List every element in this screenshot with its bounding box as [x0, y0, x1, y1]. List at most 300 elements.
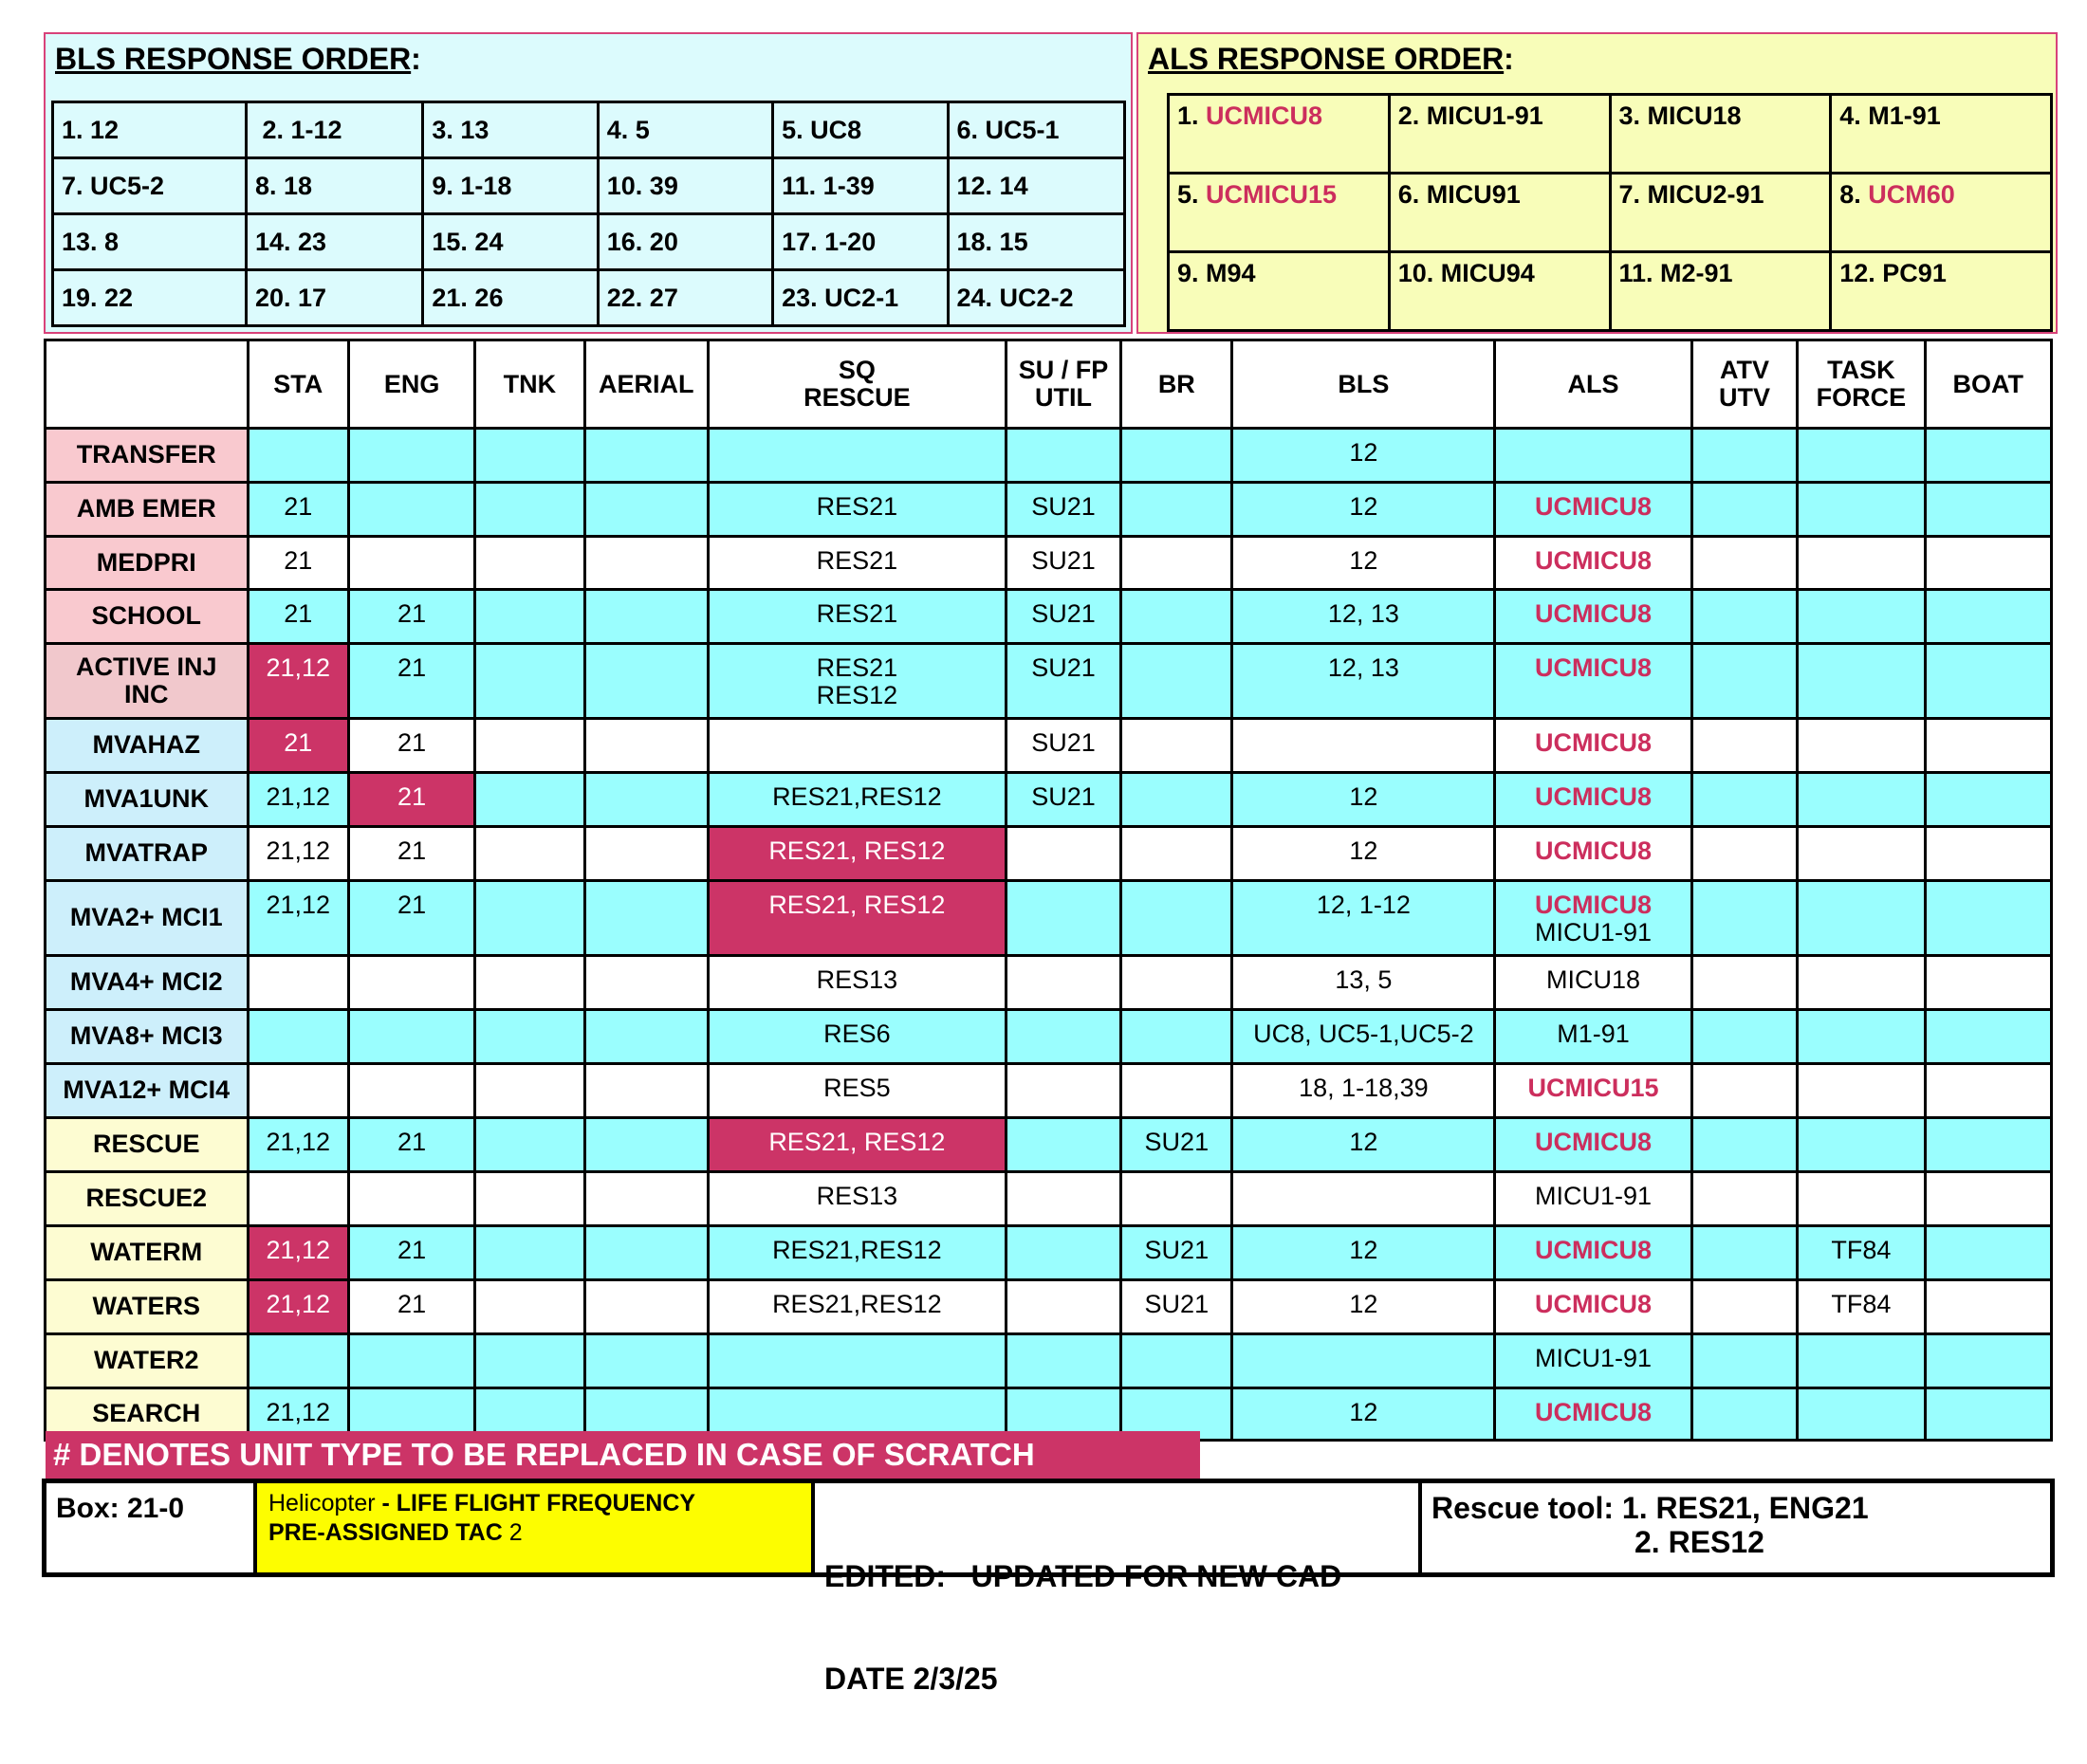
grid-cell-boat	[1925, 827, 2051, 881]
response-row	[46, 1010, 2052, 1064]
als-order-cell	[1389, 95, 1610, 174]
grid-cell-boat	[1925, 1010, 2051, 1064]
grid-cell-atv-utv	[1691, 773, 1797, 827]
als-order-cell	[1831, 95, 2052, 174]
grid-cell-atv-utv	[1691, 719, 1797, 773]
response-row	[46, 1118, 2052, 1172]
grid-cell-atv-utv	[1691, 537, 1797, 590]
grid-cell-su-fp-util	[1006, 1010, 1120, 1064]
row-label: MVATRAP	[46, 827, 249, 881]
grid-cell-su-fp-util: SU21	[1006, 537, 1120, 590]
grid-cell-br	[1121, 429, 1232, 483]
als-response-order-panel	[1136, 32, 2058, 334]
grid-cell-eng	[348, 1172, 474, 1226]
response-row	[46, 1334, 2052, 1388]
grid-cell-tnk	[475, 429, 584, 483]
grid-cell-bls: 12	[1232, 827, 1495, 881]
als-unit-primary: UCMICU8	[1535, 1236, 1653, 1264]
als-order-unit: MICU18	[1647, 101, 1742, 130]
als-order-unit: UCM60	[1868, 180, 1955, 209]
grid-cell-su-fp-util	[1006, 881, 1120, 956]
grid-cell-bls: 12	[1232, 1118, 1495, 1172]
grid-cell-task-force	[1798, 483, 1925, 537]
grid-cell-br: SU21	[1121, 1280, 1232, 1334]
response-row	[46, 881, 2052, 956]
helicopter-label: Helicopter	[268, 1490, 376, 1516]
grid-cell-su-fp-util	[1006, 1226, 1120, 1280]
als-order-cell	[1831, 252, 2052, 331]
grid-cell-bls	[1232, 1334, 1495, 1388]
bls-order-cell: 24. UC2-2	[948, 270, 1124, 326]
als-order-cell	[1169, 174, 1390, 252]
bls-order-cell: 12. 14	[948, 158, 1124, 214]
scratch-note-banner: # DENOTES UNIT TYPE TO BE REPLACED IN CASE OF SCRATCH	[46, 1431, 1200, 1479]
grid-cell-br: SU21	[1121, 1118, 1232, 1172]
grid-cell-atv-utv	[1691, 590, 1797, 644]
grid-cell-tnk	[475, 1334, 584, 1388]
edited-line-1: EDITED: UPDATED FOR NEW CAD	[824, 1559, 1342, 1593]
bls-order-row	[53, 158, 1125, 214]
grid-cell-bls: 12	[1232, 1226, 1495, 1280]
column-header: AERIAL	[584, 340, 708, 429]
grid-cell-br: SU21	[1121, 1226, 1232, 1280]
grid-cell-task-force	[1798, 429, 1925, 483]
grid-cell-su-fp-util	[1006, 1172, 1120, 1226]
grid-cell-bls: 18, 1-18,39	[1232, 1064, 1495, 1118]
als-title	[1148, 42, 1514, 77]
grid-cell-aerial	[584, 1010, 708, 1064]
als-order-unit: PC91	[1882, 259, 1947, 287]
column-header: STA	[248, 340, 348, 429]
als-unit-primary: UCMICU8	[1535, 1128, 1653, 1156]
grid-cell-eng	[348, 429, 474, 483]
als-order-unit: MICU91	[1426, 180, 1521, 209]
als-unit-primary: UCMICU8	[1535, 1290, 1653, 1318]
response-row	[46, 483, 2052, 537]
als-unit-primary: UCMICU8	[1535, 728, 1653, 757]
als-order-unit: M1-91	[1868, 101, 1941, 130]
grid-cell-br	[1121, 1010, 1232, 1064]
bls-order-row	[53, 102, 1125, 158]
response-row	[46, 827, 2052, 881]
column-header: SU / FP UTIL	[1006, 340, 1120, 429]
grid-cell-bls: 13, 5	[1232, 956, 1495, 1010]
grid-cell-eng: 21	[348, 881, 474, 956]
grid-cell-boat	[1925, 956, 2051, 1010]
grid-cell-atv-utv	[1691, 1172, 1797, 1226]
als-order-number: 7.	[1618, 180, 1648, 209]
grid-cell-aerial	[584, 773, 708, 827]
row-label: RESCUE	[46, 1118, 249, 1172]
grid-cell-atv-utv	[1691, 483, 1797, 537]
als-order-number: 5.	[1177, 180, 1207, 209]
grid-cell-boat	[1925, 483, 2051, 537]
bls-order-cell: 18. 15	[948, 214, 1124, 270]
column-header: TNK	[475, 340, 584, 429]
grid-cell-su-fp-util: SU21	[1006, 483, 1120, 537]
bls-order-cell: 15. 24	[423, 214, 598, 270]
grid-cell-task-force: TF84	[1798, 1280, 1925, 1334]
grid-cell-aerial	[584, 429, 708, 483]
bls-title	[55, 42, 421, 77]
grid-cell-sta	[248, 1334, 348, 1388]
bls-order-cell: 13. 8	[53, 214, 247, 270]
grid-cell-tnk	[475, 483, 584, 537]
grid-cell-task-force	[1798, 1010, 1925, 1064]
grid-cell-tnk	[475, 1280, 584, 1334]
column-header: SQ RESCUE	[708, 340, 1006, 429]
edited-date: DATE 2/3/25	[824, 1662, 998, 1696]
grid-cell-als	[1495, 590, 1692, 644]
als-order-unit: MICU94	[1440, 259, 1535, 287]
grid-cell-eng: 21	[348, 1280, 474, 1334]
grid-cell-sta: 21,12	[248, 1388, 348, 1441]
grid-cell-boat	[1925, 537, 2051, 590]
als-unit-primary: UCMICU8	[1535, 1398, 1653, 1426]
row-label: MVA12+ MCI4	[46, 1064, 249, 1118]
grid-cell-sta: 21,12	[248, 1226, 348, 1280]
als-title-text: ALS RESPONSE ORDER	[1148, 42, 1505, 76]
grid-cell-eng	[348, 1334, 474, 1388]
grid-cell-als	[1495, 881, 1692, 956]
als-order-number: 4.	[1839, 101, 1869, 130]
response-row	[46, 429, 2052, 483]
als-order-unit: M94	[1206, 259, 1256, 287]
grid-cell-atv-utv	[1691, 881, 1797, 956]
grid-cell-als	[1495, 1388, 1692, 1441]
bls-order-cell: 19. 22	[53, 270, 247, 326]
grid-cell-su-fp-util	[1006, 1064, 1120, 1118]
grid-cell-atv-utv	[1691, 1226, 1797, 1280]
grid-cell-als	[1495, 1118, 1692, 1172]
als-order-number: 11.	[1618, 259, 1661, 287]
grid-cell-aerial	[584, 1280, 708, 1334]
als-order-cell	[1610, 95, 1831, 174]
grid-cell-tnk	[475, 719, 584, 773]
footer-info	[42, 1479, 2055, 1696]
grid-cell-tnk	[475, 881, 584, 956]
grid-cell-sq-rescue: RES21	[708, 483, 1006, 537]
helicopter-line-1	[268, 1489, 811, 1518]
grid-cell-als	[1495, 483, 1692, 537]
box-number: Box: 21-0	[46, 1483, 257, 1572]
bls-order-cell: 22. 27	[598, 270, 772, 326]
als-order-unit: MICU1-91	[1426, 101, 1543, 130]
row-label: MVAHAZ	[46, 719, 249, 773]
grid-cell-tnk	[475, 590, 584, 644]
grid-cell-boat	[1925, 1334, 2051, 1388]
grid-cell-sta: 21,12	[248, 827, 348, 881]
als-unit-primary: UCMICU8	[1535, 836, 1653, 865]
grid-cell-su-fp-util: SU21	[1006, 590, 1120, 644]
grid-cell-boat	[1925, 590, 2051, 644]
grid-cell-atv-utv	[1691, 1118, 1797, 1172]
grid-cell-als	[1495, 773, 1692, 827]
als-unit-primary: UCMICU8	[1535, 599, 1653, 628]
grid-cell-sta	[248, 956, 348, 1010]
als-order-number: 6.	[1397, 180, 1427, 209]
bls-order-cell: 1. 12	[53, 102, 247, 158]
als-order-cell	[1389, 174, 1610, 252]
grid-cell-boat	[1925, 1118, 2051, 1172]
response-matrix	[44, 339, 2053, 1442]
grid-cell-sta: 21	[248, 590, 348, 644]
grid-cell-sq-rescue: RES21	[708, 537, 1006, 590]
als-unit-primary: UCMICU8	[1535, 782, 1653, 811]
als-order-number: 1.	[1177, 101, 1207, 130]
bls-order-cell: 23. UC2-1	[773, 270, 948, 326]
row-label: AMB EMER	[46, 483, 249, 537]
grid-cell-su-fp-util	[1006, 1334, 1120, 1388]
als-order-number: 2.	[1397, 101, 1427, 130]
edited-info	[815, 1483, 1422, 1696]
grid-cell-br	[1121, 483, 1232, 537]
bls-order-cell: 20. 17	[246, 270, 422, 326]
als-order-row	[1169, 95, 2052, 174]
grid-cell-eng	[348, 956, 474, 1010]
grid-cell-task-force: TF84	[1798, 1226, 1925, 1280]
als-order-row	[1169, 252, 2052, 331]
grid-cell-boat	[1925, 429, 2051, 483]
grid-cell-als: MICU1-91	[1495, 1172, 1692, 1226]
grid-cell-su-fp-util: SU21	[1006, 644, 1120, 719]
grid-cell-tnk	[475, 1010, 584, 1064]
grid-cell-task-force	[1798, 956, 1925, 1010]
grid-cell-task-force	[1798, 1388, 1925, 1441]
column-header: BR	[1121, 340, 1232, 429]
grid-cell-tnk	[475, 956, 584, 1010]
grid-cell-eng	[348, 483, 474, 537]
pre-assigned-tac-value: 2	[508, 1519, 523, 1546]
grid-cell-aerial	[584, 1226, 708, 1280]
row-label: MVA8+ MCI3	[46, 1010, 249, 1064]
als-unit-primary: UCMICU8	[1535, 653, 1653, 682]
grid-cell-sq-rescue: RES21,RES12	[708, 773, 1006, 827]
bls-title-colon: :	[411, 42, 421, 76]
grid-cell-atv-utv	[1691, 1064, 1797, 1118]
header-corner	[46, 340, 249, 429]
grid-cell-als	[1495, 827, 1692, 881]
column-header: TASK FORCE	[1798, 340, 1925, 429]
grid-cell-su-fp-util: SU21	[1006, 773, 1120, 827]
life-flight-frequency: - LIFE FLIGHT FREQUENCY	[375, 1490, 696, 1516]
grid-cell-task-force	[1798, 719, 1925, 773]
grid-cell-sta	[248, 1064, 348, 1118]
grid-cell-eng	[348, 537, 474, 590]
grid-cell-task-force	[1798, 1334, 1925, 1388]
grid-cell-als: M1-91	[1495, 1010, 1692, 1064]
grid-cell-boat	[1925, 773, 2051, 827]
als-unit-primary: UCMICU8	[1535, 891, 1653, 919]
grid-cell-sta: 21,12	[248, 644, 348, 719]
grid-cell-su-fp-util	[1006, 1280, 1120, 1334]
grid-cell-eng: 21	[348, 1226, 474, 1280]
column-header: BOAT	[1925, 340, 2051, 429]
grid-cell-eng	[348, 1064, 474, 1118]
grid-cell-als	[1495, 537, 1692, 590]
grid-cell-boat	[1925, 1172, 2051, 1226]
grid-cell-bls: 12	[1232, 537, 1495, 590]
grid-cell-aerial	[584, 1334, 708, 1388]
grid-cell-sq-rescue	[708, 719, 1006, 773]
pre-assigned-tac-label: PRE-ASSIGNED TAC	[268, 1519, 509, 1546]
row-label: TRANSFER	[46, 429, 249, 483]
grid-cell-task-force	[1798, 773, 1925, 827]
grid-cell-als: MICU18	[1495, 956, 1692, 1010]
grid-cell-boat	[1925, 1064, 2051, 1118]
als-order-grid	[1167, 93, 2053, 332]
bls-order-cell: 14. 23	[246, 214, 422, 270]
grid-cell-br	[1121, 827, 1232, 881]
grid-cell-bls	[1232, 719, 1495, 773]
grid-cell-boat	[1925, 1388, 2051, 1441]
grid-cell-als: MICU1-91	[1495, 1334, 1692, 1388]
bls-title-text: BLS RESPONSE ORDER	[55, 42, 412, 76]
grid-cell-tnk	[475, 644, 584, 719]
grid-cell-sq-rescue: RES21,RES12	[708, 1280, 1006, 1334]
grid-cell-sq-rescue: RES21, RES12	[708, 881, 1006, 956]
response-row	[46, 1280, 2052, 1334]
grid-cell-su-fp-util	[1006, 956, 1120, 1010]
als-order-cell	[1610, 174, 1831, 252]
grid-cell-aerial	[584, 644, 708, 719]
response-row	[46, 644, 2052, 719]
grid-cell-tnk	[475, 537, 584, 590]
grid-cell-als	[1495, 1064, 1692, 1118]
bls-order-cell: 6. UC5-1	[948, 102, 1124, 158]
grid-cell-eng	[348, 1010, 474, 1064]
grid-cell-atv-utv	[1691, 429, 1797, 483]
grid-cell-boat	[1925, 644, 2051, 719]
bls-response-order-panel	[44, 32, 1133, 334]
grid-cell-sta: 21,12	[248, 773, 348, 827]
grid-cell-sta: 21	[248, 483, 348, 537]
grid-cell-eng: 21	[348, 590, 474, 644]
row-label: ACTIVE INJ INC	[46, 644, 249, 719]
bls-order-cell: 2. 1-12	[246, 102, 422, 158]
grid-cell-boat	[1925, 719, 2051, 773]
row-label: MVA1UNK	[46, 773, 249, 827]
als-title-colon: :	[1504, 42, 1514, 76]
grid-cell-br	[1121, 1334, 1232, 1388]
bls-order-cell: 3. 13	[423, 102, 598, 158]
grid-cell-aerial	[584, 537, 708, 590]
grid-cell-aerial	[584, 1064, 708, 1118]
grid-cell-task-force	[1798, 590, 1925, 644]
rescue-tool-line-1: Rescue tool: 1. RES21, ENG21	[1431, 1491, 1869, 1525]
als-order-unit: M2-91	[1660, 259, 1733, 287]
grid-cell-als	[1495, 429, 1692, 483]
als-unit-primary: UCMICU8	[1535, 546, 1653, 575]
response-row	[46, 1064, 2052, 1118]
bls-order-grid	[51, 101, 1126, 327]
als-order-cell	[1831, 174, 2052, 252]
row-label: WATERS	[46, 1280, 249, 1334]
grid-cell-atv-utv	[1691, 1334, 1797, 1388]
grid-cell-br	[1121, 881, 1232, 956]
grid-cell-br	[1121, 1064, 1232, 1118]
grid-cell-sq-rescue: RES21, RES12	[708, 1118, 1006, 1172]
grid-cell-sta	[248, 1172, 348, 1226]
bls-order-cell: 8. 18	[246, 158, 422, 214]
row-label: MVA2+ MCI1	[46, 881, 249, 956]
response-row	[46, 956, 2052, 1010]
grid-cell-boat	[1925, 881, 2051, 956]
grid-cell-sta: 21	[248, 537, 348, 590]
grid-cell-br	[1121, 537, 1232, 590]
bls-order-cell: 17. 1-20	[773, 214, 948, 270]
helicopter-line-2	[268, 1518, 811, 1548]
column-header: ENG	[348, 340, 474, 429]
grid-cell-bls: 12, 13	[1232, 590, 1495, 644]
bls-order-cell: 5. UC8	[773, 102, 948, 158]
bls-order-cell: 10. 39	[598, 158, 772, 214]
response-matrix-header	[46, 340, 2052, 429]
grid-cell-bls: 12	[1232, 1388, 1495, 1441]
grid-cell-task-force	[1798, 1118, 1925, 1172]
als-unit-secondary: MICU1-91	[1535, 918, 1653, 946]
als-order-row	[1169, 174, 2052, 252]
grid-cell-aerial	[584, 719, 708, 773]
grid-cell-bls: UC8, UC5-1,UC5-2	[1232, 1010, 1495, 1064]
grid-cell-sta	[248, 1010, 348, 1064]
als-order-number: 10.	[1397, 259, 1441, 287]
response-row	[46, 773, 2052, 827]
response-row	[46, 590, 2052, 644]
grid-cell-bls: 12	[1232, 1280, 1495, 1334]
als-order-number: 9.	[1177, 259, 1207, 287]
grid-cell-task-force	[1798, 827, 1925, 881]
grid-cell-eng: 21	[348, 1118, 474, 1172]
grid-cell-sq-rescue: RES13	[708, 956, 1006, 1010]
grid-cell-eng: 21	[348, 644, 474, 719]
grid-cell-atv-utv	[1691, 956, 1797, 1010]
grid-cell-eng: 21	[348, 719, 474, 773]
grid-cell-aerial	[584, 1172, 708, 1226]
als-order-number: 12.	[1839, 259, 1883, 287]
bls-order-cell: 11. 1-39	[773, 158, 948, 214]
grid-cell-boat	[1925, 1280, 2051, 1334]
column-header: ATV UTV	[1691, 340, 1797, 429]
als-order-cell	[1169, 95, 1390, 174]
als-unit-primary: UCMICU8	[1535, 492, 1653, 521]
bls-order-cell: 21. 26	[423, 270, 598, 326]
rescue-tool-line-2: 2. RES12	[1635, 1525, 1764, 1559]
grid-cell-su-fp-util	[1006, 827, 1120, 881]
response-row	[46, 1226, 2052, 1280]
grid-cell-br	[1121, 719, 1232, 773]
grid-cell-atv-utv	[1691, 827, 1797, 881]
row-label: SEARCH	[46, 1388, 249, 1441]
grid-cell-sta: 21,12	[248, 1280, 348, 1334]
row-label: MVA4+ MCI2	[46, 956, 249, 1010]
als-order-cell	[1610, 252, 1831, 331]
grid-cell-eng: 21	[348, 827, 474, 881]
grid-cell-su-fp-util	[1006, 1118, 1120, 1172]
grid-cell-su-fp-util	[1006, 429, 1120, 483]
grid-cell-bls: 12, 1-12	[1232, 881, 1495, 956]
grid-cell-sq-rescue: RES21	[708, 590, 1006, 644]
grid-cell-su-fp-util: SU21	[1006, 719, 1120, 773]
row-label: WATERM	[46, 1226, 249, 1280]
row-label: SCHOOL	[46, 590, 249, 644]
grid-cell-task-force	[1798, 881, 1925, 956]
grid-cell-br	[1121, 644, 1232, 719]
als-order-number: 8.	[1839, 180, 1869, 209]
grid-cell-sta: 21,12	[248, 881, 348, 956]
grid-cell-task-force	[1798, 1064, 1925, 1118]
bls-order-cell: 9. 1-18	[423, 158, 598, 214]
